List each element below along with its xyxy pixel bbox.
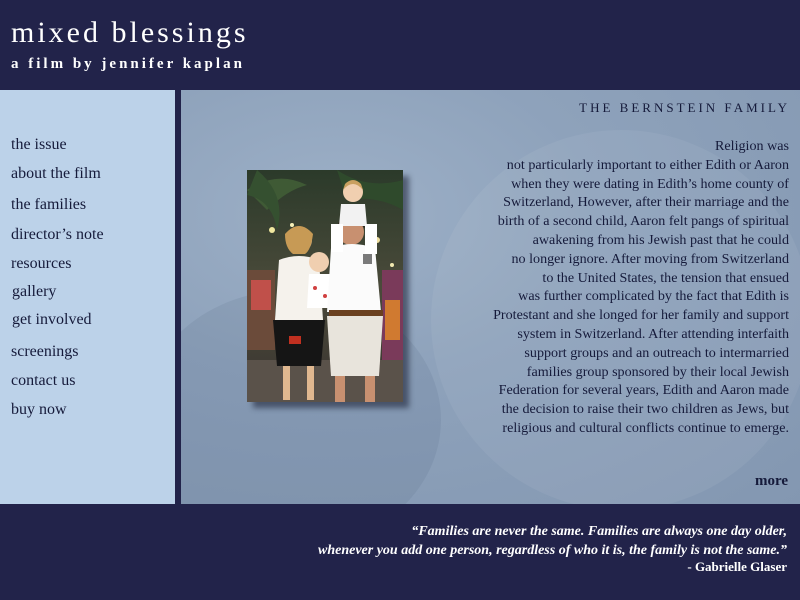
nav-item-get-involved[interactable]: get involved xyxy=(12,311,92,328)
family-heading: THE BERNSTEIN FAMILY xyxy=(579,100,790,115)
site-subtitle: a film by jennifer kaplan xyxy=(11,56,245,72)
family-photo xyxy=(247,170,403,402)
header xyxy=(0,0,800,90)
nav-item-about-the-film[interactable]: about the film xyxy=(11,165,101,182)
more-link[interactable]: more xyxy=(754,473,788,489)
nav-item-the-issue[interactable]: the issue xyxy=(11,136,67,153)
quote-author: - Gabrielle Glaser xyxy=(687,559,787,574)
nav-item-resources[interactable]: resources xyxy=(11,255,72,272)
footer xyxy=(0,504,800,600)
nav-item-buy-now[interactable]: buy now xyxy=(11,401,67,418)
family-description: Religion was not particularly important to either Edith or Aaron when they were dating in Edith’s home county of Switzerland, However, after their marriage and the birth of a second child, Aaron felt pangs of spiritual awakening from his Jewish past that he could no longer ignore. After moving from Switzerland to the United States, the tension that ensued was further complicated by the fact that Edith is Protestant and she longed for her family and support system in Switzerland. After attending interfaith support groups and an outreach to intermarried families group sponsored by their local Jewish Federation for several years, Edith and Aaron made the decision to raise their two children as Jews, but religious and cultural conflicts continue to emerge. xyxy=(493,138,789,436)
nav-item-screenings[interactable]: screenings xyxy=(11,343,79,360)
main-content xyxy=(181,90,800,504)
nav-item-directors-note[interactable]: director’s note xyxy=(11,226,104,243)
quote: “Families are never the same. Families are always one day older, whenever you add one person, regardless of who it is, the family is not the same.” xyxy=(317,524,787,558)
nav-item-gallery[interactable]: gallery xyxy=(12,283,57,300)
sidebar-nav xyxy=(0,90,175,504)
nav-item-the-families[interactable]: the families xyxy=(11,196,87,213)
nav-item-contact-us[interactable]: contact us xyxy=(11,372,76,389)
site-title[interactable]: mixed blessings xyxy=(11,16,249,49)
